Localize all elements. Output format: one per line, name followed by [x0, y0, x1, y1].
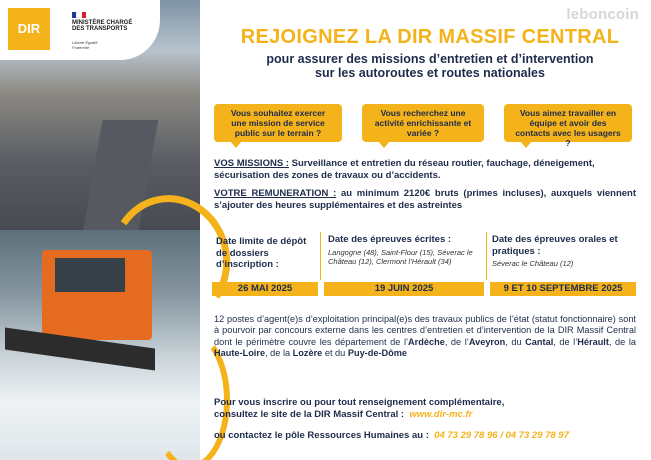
subtitle-line-1: pour assurer des missions d’entretien et d’intervention: [266, 52, 594, 66]
date-badge-ecrites: 19 JUIN 2025: [324, 282, 484, 296]
missions-text: Surveillance et entretien du réseau routier, fauchage, déneigement, sécurisation des zones de travaux ou d’accidents.: [214, 158, 595, 181]
dates-section: [212, 226, 642, 298]
dept-ardeche: Ardèche: [408, 336, 445, 347]
ministry-name: MINISTÈRE CHARGÉ DES TRANSPORTS: [72, 20, 133, 32]
date-label-orales: Date des épreuves orales et pratiques :: [492, 234, 618, 257]
date-separator: [320, 232, 321, 280]
remuneration-paragraph: [214, 188, 636, 211]
website-link[interactable]: www.dir-mc.fr: [409, 408, 473, 420]
contact-website-block: [214, 397, 594, 420]
posts-sep: , de la: [265, 348, 293, 359]
contact-line-1: Pour vous inscrire ou pour tout renseignement complémentaire,: [214, 397, 505, 408]
phone-numbers[interactable]: 04 73 29 78 96 / 04 73 29 78 97: [434, 430, 569, 441]
remuneration-text: au minimum 2120€ bruts (primes incluses), auxquels viennent s’ajouter des heures supplémentaires et des astreintes: [214, 188, 637, 211]
date-badge-inscription: 26 MAI 2025: [212, 282, 318, 296]
pill-service-public: Vous souhaitez exercer une mission de service public sur le terrain ?: [214, 104, 342, 142]
french-flag-icon: [72, 12, 86, 18]
leboncoin-watermark: leboncoin: [566, 6, 639, 23]
missions-paragraph: [214, 158, 636, 181]
dept-cantal: Cantal: [525, 336, 554, 347]
pill-activite: Vous recherchez une activité enrichissante et variée ?: [362, 104, 484, 142]
page-subtitle: [220, 52, 640, 80]
contact-line-2: [214, 409, 594, 421]
posts-sep: , de la: [608, 336, 636, 347]
question-pills: [214, 104, 644, 148]
logo-header: [0, 0, 160, 60]
pill-equipe: Vous aimez travailler en équipe et avoir des contacts avec les usagers ?: [504, 104, 632, 142]
dir-logo: DIR: [8, 8, 50, 50]
contact-line-3: ou contactez le pôle Ressources Humaines au :: [214, 430, 429, 441]
republic-motto: Liberté Égalité Fraternité: [72, 40, 98, 50]
posts-sep: , de l’: [444, 336, 469, 347]
remuneration-label: VOTRE REMUNERATION :: [214, 188, 337, 199]
posts-sep: , du: [505, 336, 526, 347]
posts-intro: 12 postes d’agent(e)s d’exploitation principal(e)s des travaux publics de l’état (statut fonctionnaire) sont à pourvoir par concours externe dans les centres d’entretien et d’intervention de la DIR Massif Central dont le périmètre couvre les département de l’: [214, 314, 636, 347]
date-sub-orales: Séverac le Château (12): [492, 259, 574, 268]
dept-aveyron: Aveyron: [468, 336, 506, 347]
contact-phone-block: [214, 430, 634, 441]
dept-puy-de-dome: Puy-de-Dôme: [347, 348, 408, 359]
posts-paragraph: [214, 314, 636, 360]
date-label-inscription: Date limite de dépôt de dossiers d’inscription :: [216, 236, 307, 270]
missions-label: VOS MISSIONS :: [214, 158, 289, 169]
posts-sep: , de l’: [553, 336, 578, 347]
date-badge-orales: 9 ET 10 SEPTEMBRE 2025: [490, 282, 636, 296]
dept-herault: Hérault: [577, 336, 609, 347]
dept-haute-loire: Haute-Loire: [214, 348, 266, 359]
page-title: REJOIGNEZ LA DIR MASSIF CENTRAL: [240, 26, 620, 48]
date-sub-ecrites: Langogne (48), Saint-Flour (15), Séverac le Château (12), Clermont l’Hérault (34): [328, 247, 473, 266]
posts-sep: et du: [322, 348, 348, 359]
date-label-ecrites: Date des épreuves écrites :: [328, 234, 452, 245]
dept-lozere: Lozère: [292, 348, 323, 359]
contact-line-2-text: consultez le site de la DIR Massif Central :: [214, 408, 405, 420]
subtitle-line-2: sur les autoroutes et routes nationales: [315, 66, 545, 80]
date-separator: [486, 232, 487, 280]
